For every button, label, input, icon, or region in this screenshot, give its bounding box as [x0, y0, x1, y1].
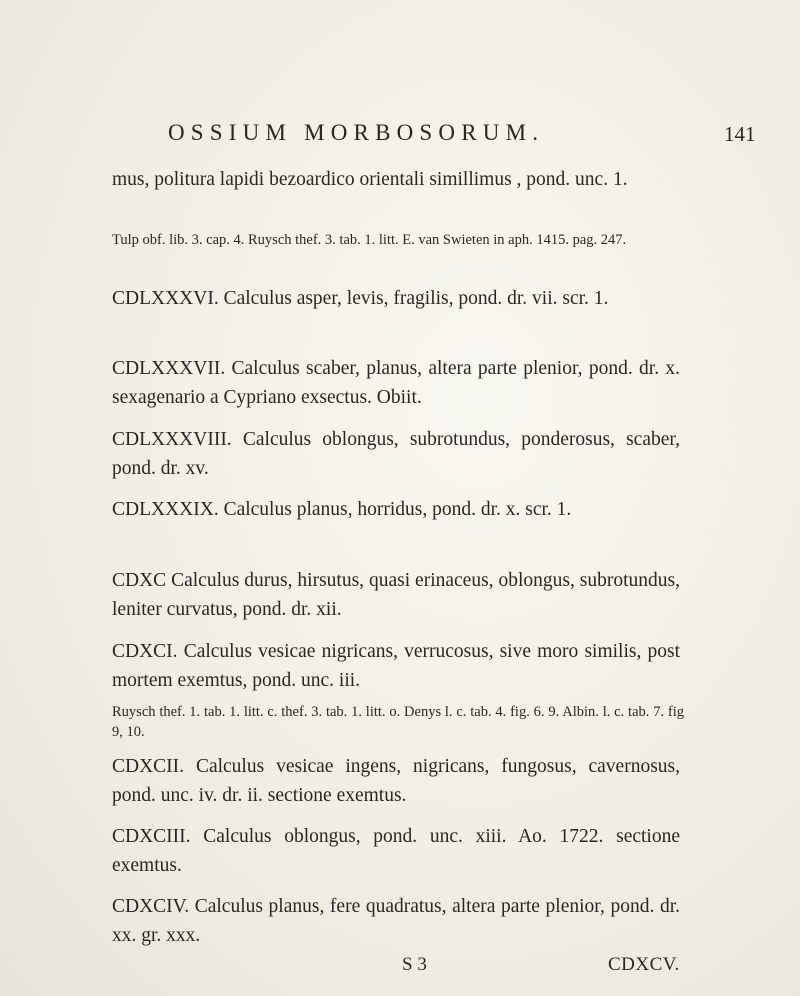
catchword: CDXCV. [608, 954, 680, 975]
running-title: OSSIUM MORBOSORUM. [168, 120, 545, 145]
entry-cdlxxxix: CDLXXXIX. Calculus planus, horridus, pond. dr. x. scr. 1. [112, 499, 572, 520]
entry-cdlxxxvii: CDLXXXVII. Calculus scaber, planus, altera parte plenior, pond. dr. x. sexagenario a Cypriano exsectus. Obiit. [112, 358, 680, 408]
entry-cdxciii: CDXCIII. Calculus oblongus, pond. unc. xiii. Ao. 1722. sectione exemtus. [112, 826, 680, 876]
page-number: 141 [724, 122, 756, 146]
signature-mark: S 3 [402, 954, 427, 975]
entry-cdxc: CDXC Calculus durus, hirsutus, quasi erinaceus, oblongus, subrotundus, leniter curvatus, pond. dr. xii. [112, 570, 680, 620]
entry-cdxci: CDXCI. Calculus vesicae nigricans, verrucosus, sive moro similis, post mortem exemtus, pond. unc. iii. [112, 641, 680, 691]
entry-cdlxxxviii: CDLXXXVIII. Calculus oblongus, subrotundus, ponderosus, scaber, pond. dr. xv. [112, 429, 680, 479]
reference-note: Ruysch thef. 1. tab. 1. litt. c. thef. 3. tab. 1. litt. o. Denys l. c. tab. 4. fig. 6. 9. Albin. l. c. tab. 7. fig 9, 10. [112, 704, 684, 740]
page-footer [0, 954, 800, 980]
entry-cdlxxxvi: CDLXXXVI. Calculus asper, levis, fragilis, pond. dr. vii. scr. 1. [112, 288, 609, 309]
running-header [0, 120, 800, 150]
entry-cdxcii: CDXCII. Calculus vesicae ingens, nigricans, fungosus, cavernosus, pond. unc. iv. dr. ii. sectione exemtus. [112, 756, 680, 806]
entry-continuation: mus, politura lapidi bezoardico orientali simillimus , pond. unc. 1. [112, 169, 628, 190]
entry-cdxciv: CDXCIV. Calculus planus, fere quadratus, altera parte plenior, pond. dr. xx. gr. xxx. [112, 896, 680, 946]
reference-note: Tulp obf. lib. 3. cap. 4. Ruysch thef. 3. tab. 1. litt. E. van Swieten in aph. 1415. pag. 247. [112, 232, 627, 248]
